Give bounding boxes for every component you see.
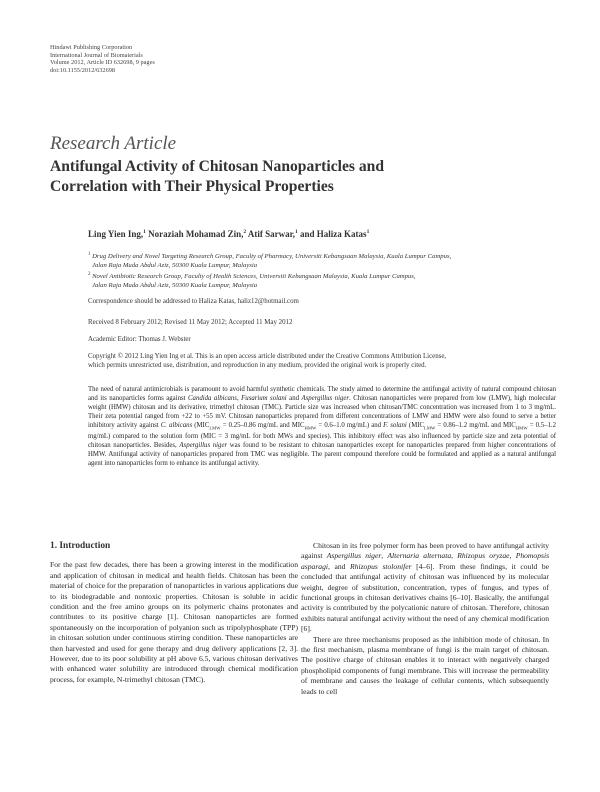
species-name: C. albicans	[160, 421, 193, 429]
subscript: LMW	[424, 425, 436, 431]
affiliation-text: Novel Antibiotic Research Group, Faculty of Health Sciences, Universiti Kebangsaan Malaysia, Kuala Lumpur Campus,	[92, 273, 416, 281]
volume-info: Volume 2012, Article ID 632698, 9 pages	[50, 59, 155, 67]
body-text: ,	[451, 551, 458, 561]
body-paragraph	[301, 541, 549, 635]
species-name: Phomopsis asparagi	[301, 551, 550, 571]
affiliation-text: Jalan Raja Muda Abdul Aziz, 50300 Kuala Lumpur, Malaysia	[92, 261, 258, 269]
copyright-notice	[88, 352, 558, 370]
body-text: Chitosan in its free polymer form has been proved to have antifungal activity against	[301, 541, 549, 561]
author-list	[88, 229, 369, 239]
species-name: F. solani	[383, 421, 407, 429]
received-dates: Received 8 February 2012; Revised 11 May 2012; Accepted 11 May 2012	[88, 319, 293, 326]
article-title	[50, 157, 510, 197]
affiliation-1	[88, 251, 558, 270]
author-name: Atif Sarwar,	[246, 229, 296, 239]
abstract-text: = 0.6–1.0 mg/mL) and	[316, 421, 384, 429]
abstract-text: was found to be resistant to chitosan nanoparticles except for nanoparticles prepared from higher concentrations of HMW. Antifungal activity of nanoparticles prepared from TMC was negligible. The parent compound therefore could be formulated and applied as a natural antifungal agent into nanoparticles form to enhance its antifungal activity.	[88, 442, 557, 467]
species-name: Aspergillus niger	[326, 551, 382, 561]
correspondence: Correspondence should be addressed to Haliza Katas, haliz12@hotmail.com	[88, 298, 299, 305]
species-name: Alternaria alternata	[387, 551, 452, 561]
author-name: Noraziah Mohamad Zin,	[145, 229, 244, 239]
publisher-name: Hindawi Publishing Corporation	[50, 44, 133, 51]
affiliation-mark: 1	[88, 252, 91, 257]
species-name: Aspergillus niger	[179, 442, 228, 450]
species-name: Rhizopus stolonifer	[350, 561, 412, 571]
body-column-right	[301, 541, 549, 697]
academic-editor: Academic Editor: Thomas J. Webster	[88, 336, 191, 343]
body-text: , and	[328, 561, 351, 571]
body-paragraph: There are three mechanisms proposed as the inhibition mode of chitosan. In the first mechanism, plasma membrane of fungi is the main target of chitosan. The positive charge of chitosan enables it to interact with negatively charged phospholipid components of fungi membrane. This will increase the permeability of membrane and causes the leakage of cellular contents, which subsequently leads to cell	[301, 634, 549, 696]
body-text: [4–6]. From these findings, it could be concluded that antifungal activity of chitosan was influenced by its molecular weight, degree of substitution, concentration, types of fungus, and types of functional groups in chitosan derivatives chains [6–10]. Basically, the antifungal activity is contributed by the polycationic nature of chitosan. Therefore, chitosan exhibits natural antifungal activity without the need of any chemical modification [6].	[301, 561, 549, 634]
subscript: HMW	[304, 425, 317, 431]
title-line-2: Correlation with Their Physical Properties	[50, 178, 334, 195]
article-type: Research Article	[50, 133, 177, 154]
abstract-text: (MIC	[192, 421, 210, 429]
abstract-text: = 0.25–0.86 mg/mL and MIC	[220, 421, 305, 429]
abstract-text: = 0.86–1.2 mg/mL and MIC	[435, 421, 516, 429]
journal-masthead	[50, 44, 155, 74]
copyright-line: Copyright © 2012 Ling Yien Ing et al. This is an open access article distributed under the Creative Commons Attribution License,	[88, 353, 447, 360]
doi: doi:10.1155/2012/632698	[50, 66, 116, 74]
author-affil-mark: 1	[143, 229, 146, 235]
abstract-text: = 0.5–1.2 mg/mL) compared to the solution form (MIC = 3 mg/mL for both MWs and species). This inhibitory effect was also influenced by particle size and zeta potential of chitosan nanoparticles. Besides,	[88, 421, 557, 450]
body-text: ,	[381, 551, 388, 561]
body-paragraph: For the past few decades, there has been a growing interest in the modification and application of chitosan in medical and health fields. Chitosan has been the material of choice for the preparation of nanoparticles in various applications due to its biodegradable and nontoxic properties. Chitosan is soluble in acidic condition and the free amino groups on its polymeric chains protonates and contributes to its positive charge [1]. Chitosan nanoparticles are formed spontaneously on the incorporation of polyanion such as tripolyphosphate (TPP) in chitosan solution under continuous stirring condition. These nanoparticles are then harvested and used for gene therapy and drug delivery applications [2, 3]. However, due to its poor solubility at pH above 6.5, various chitosan derivatives with enhanced water solubility are introduced through chemical modification process, for example, N-trimethyl chitosan (TMC).	[50, 560, 298, 684]
species-name: Candida albicans	[188, 394, 237, 402]
copyright-line: which permits unrestricted use, distribution, and reproduction in any medium, provided the original work is properly cited.	[88, 362, 427, 369]
body-column-left	[50, 541, 298, 685]
species-name: Fusarium solani	[241, 394, 287, 402]
body-text: ,	[509, 551, 516, 561]
abstract-text: . Chitosan nanoparticles were prepared from low (LMW), high molecular weight (HMW) chitosan and its derivative, trimethyl chitosan (TMC). Particle size was increased when chitosan/TMC concentration was increased from 1 to 3 mg/mL. Their zeta potential ranged from +22 to +55 mV. Chitosan nanoparticles prepared from different concentrations of LMW and HMW were also found to serve a better inhibitory activity against	[88, 394, 556, 429]
subscript: HMW	[515, 425, 528, 431]
abstract-text: and	[286, 394, 302, 402]
abstract-text: ,	[236, 394, 242, 402]
abstract-text: The need of natural antimicrobials is paramount to avoid harmful synthetic chemicals. The study aimed to determine the antifungal activity of natural compound chitosan and its nanoparticles forms against	[88, 386, 556, 402]
journal-name: International Journal of Biomaterials	[50, 51, 143, 59]
affiliation-mark: 2	[88, 272, 91, 277]
author-affil-mark: 2	[243, 229, 247, 235]
author-affil-mark: 1	[366, 229, 370, 235]
author-affil-mark: 1	[295, 229, 298, 235]
affiliation-2	[88, 271, 558, 290]
author-name: Ling Yien Ing,	[88, 229, 144, 239]
species-name: Rhizopus oryzae	[457, 551, 510, 561]
abstract	[88, 386, 556, 469]
abstract-text: (MIC	[406, 421, 425, 429]
author-name: and Haliza Katas	[297, 229, 367, 239]
affiliation-text: Drug Delivery and Novel Targeting Research Group, Faculty of Pharmacy, Universiti Kebangsaan Malaysia, Kuala Lumpur Campus,	[92, 253, 452, 261]
title-line-1: Antifungal Activity of Chitosan Nanoparticles and	[50, 158, 384, 175]
species-name: Aspergillus niger	[301, 394, 350, 402]
affiliation-text: Jalan Raja Muda Abdul Aziz, 50300 Kuala Lumpur, Malaysia	[92, 281, 258, 289]
subscript: LMW	[209, 425, 221, 431]
section-heading: 1. Introduction	[50, 541, 111, 551]
